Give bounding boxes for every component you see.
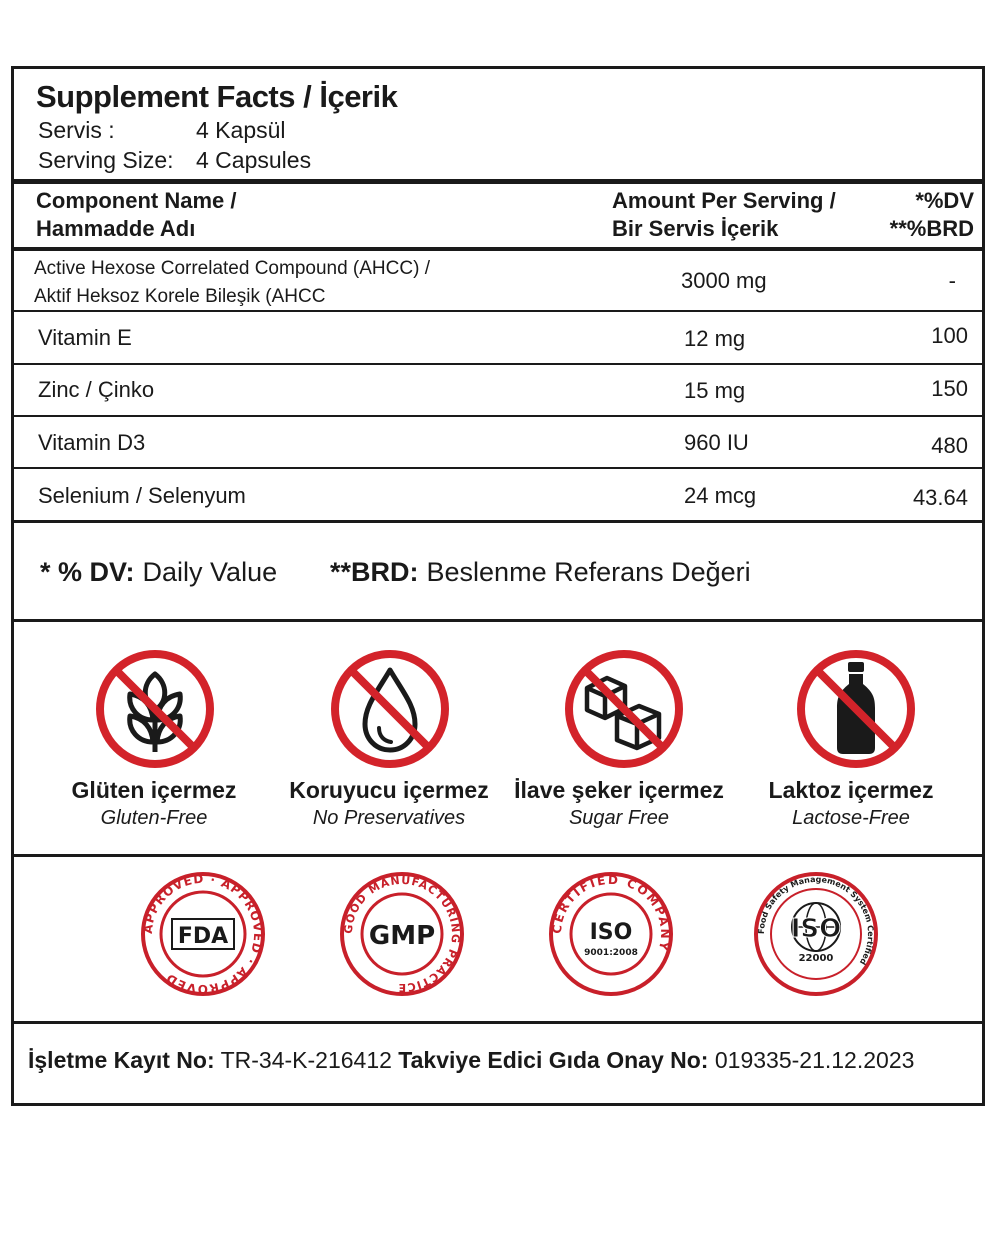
gmp-seal-center: GMP bbox=[368, 921, 436, 951]
registration-footer bbox=[28, 1047, 914, 1074]
iso9001-seal-center: ISO bbox=[589, 920, 633, 945]
column-amount-line2: Bir Servis İçerik bbox=[612, 216, 779, 241]
facts-header bbox=[14, 69, 982, 181]
column-header-divider bbox=[14, 247, 982, 251]
registration-label: İşletme Kayıt No: bbox=[28, 1047, 215, 1073]
table-row-vitamin-d3-amount: 960 IU bbox=[684, 430, 749, 455]
column-dv-line1: *%DV bbox=[915, 188, 974, 213]
free-from-label-sugar: İlave şeker içermez bbox=[514, 777, 724, 803]
gmp-seal-ring-text: GOOD MANUFACTURING PRACTICE bbox=[341, 873, 463, 995]
free-from-sub-lactose: Lactose-Free bbox=[792, 807, 910, 829]
no-gluten-icon bbox=[90, 644, 220, 774]
table-row-vitamin-e-dv: 100 bbox=[931, 323, 968, 348]
legend-dv-text: Daily Value bbox=[142, 557, 278, 587]
header-divider bbox=[14, 179, 982, 184]
free-from-label-preservatives: Koruyucu içermez bbox=[289, 777, 489, 803]
table-row-zinc-dv: 150 bbox=[931, 376, 968, 401]
table-row-vitamin-d3-dv: 480 bbox=[931, 433, 968, 458]
iso-22000-seal bbox=[751, 869, 881, 999]
iso9001-seal-ring-text: CERTIFIED COMPANY bbox=[549, 872, 673, 954]
table-row-vitamin-d3-name: Vitamin D3 bbox=[38, 430, 146, 455]
legend-dv bbox=[40, 557, 277, 588]
legend-divider bbox=[14, 619, 982, 622]
seals-divider bbox=[14, 1021, 982, 1024]
legend-dv-key: * % DV: bbox=[40, 557, 135, 587]
column-header-amount bbox=[612, 187, 836, 243]
gmp-seal bbox=[337, 869, 467, 999]
approval-label: Takviye Edici Gıda Onay No: bbox=[398, 1047, 709, 1073]
iso9001-seal-sub: 9001:2008 bbox=[584, 948, 638, 958]
column-dv-line2: **%BRD bbox=[889, 216, 974, 241]
table-bottom-divider bbox=[14, 520, 982, 523]
column-header-name bbox=[36, 187, 236, 243]
legend-brd bbox=[330, 557, 751, 588]
table-row-selenium-amount: 24 mcg bbox=[684, 483, 757, 508]
iso22000-seal-center: ISO bbox=[790, 914, 842, 944]
no-sugar-icon bbox=[559, 644, 689, 774]
table-row-ahcc-amount: 3000 mg bbox=[681, 268, 767, 293]
row-name-line1: Active Hexose Correlated Compound (AHCC) / bbox=[34, 258, 430, 279]
free-from-sub-preservatives: No Preservatives bbox=[312, 807, 466, 829]
fda-approved-seal bbox=[138, 869, 268, 999]
column-name-line2: Hammadde Adı bbox=[36, 216, 196, 241]
no-preservatives-icon bbox=[325, 644, 455, 774]
table-row-vitamin-e-name: Vitamin E bbox=[38, 325, 132, 350]
row-divider bbox=[14, 415, 982, 417]
serving-size-value: 4 Capsules bbox=[196, 147, 312, 173]
row-divider bbox=[14, 310, 982, 312]
approval-value: 019335-21.12.2023 bbox=[714, 1047, 915, 1073]
table-row-zinc-amount: 15 mg bbox=[684, 378, 746, 403]
row-divider bbox=[14, 363, 982, 365]
table-row-vitamin-e-amount: 12 mg bbox=[684, 326, 746, 351]
servis-row bbox=[38, 117, 286, 144]
table-row-zinc-name: Zinc / Çinko bbox=[38, 377, 155, 402]
serving-size-label: Serving Size: bbox=[38, 147, 174, 173]
free-from-sub-sugar: Sugar Free bbox=[568, 807, 670, 829]
column-header-dv bbox=[890, 187, 974, 243]
iso-9001-seal bbox=[546, 869, 676, 999]
legend-brd-text: Beslenme Referans Değeri bbox=[426, 557, 751, 587]
row-divider bbox=[14, 467, 982, 469]
registration-value: TR-34-K-216412 bbox=[220, 1047, 392, 1073]
table-row-ahcc-name bbox=[34, 255, 430, 311]
iso22000-seal-ring-text: Food Safety Management System Certified bbox=[756, 874, 876, 967]
row-name-line2: Aktif Heksoz Korele Bileşik (AHCC bbox=[34, 286, 326, 307]
servis-value: 4 Kapsül bbox=[196, 117, 286, 143]
table-row-ahcc-dv: - bbox=[948, 268, 956, 293]
fda-seal-ring-text: APPROVED · APPROVED · APPROVED bbox=[140, 871, 266, 997]
column-name-line1: Component Name / bbox=[36, 188, 237, 213]
iso22000-seal-sub: 22000 bbox=[798, 953, 834, 964]
icons-divider bbox=[14, 854, 982, 857]
supplement-facts-panel bbox=[11, 66, 985, 1106]
servis-label: Servis : bbox=[38, 117, 115, 143]
table-row-selenium-name: Selenium / Selenyum bbox=[38, 483, 246, 508]
free-from-label-lactose: Laktoz içermez bbox=[768, 777, 934, 803]
column-amount-line1: Amount Per Serving / bbox=[612, 188, 836, 213]
table-row-selenium-dv: 43.64 bbox=[912, 485, 968, 510]
page-title: Supplement Facts / İçerik bbox=[36, 79, 398, 114]
fda-seal-center: FDA bbox=[177, 924, 229, 949]
no-lactose-icon bbox=[791, 644, 921, 774]
free-from-label-gluten: Glüten içermez bbox=[71, 777, 237, 803]
free-from-sub-gluten: Gluten-Free bbox=[100, 807, 208, 829]
serving-size-row bbox=[38, 147, 311, 174]
legend-brd-key: **BRD: bbox=[330, 557, 419, 587]
